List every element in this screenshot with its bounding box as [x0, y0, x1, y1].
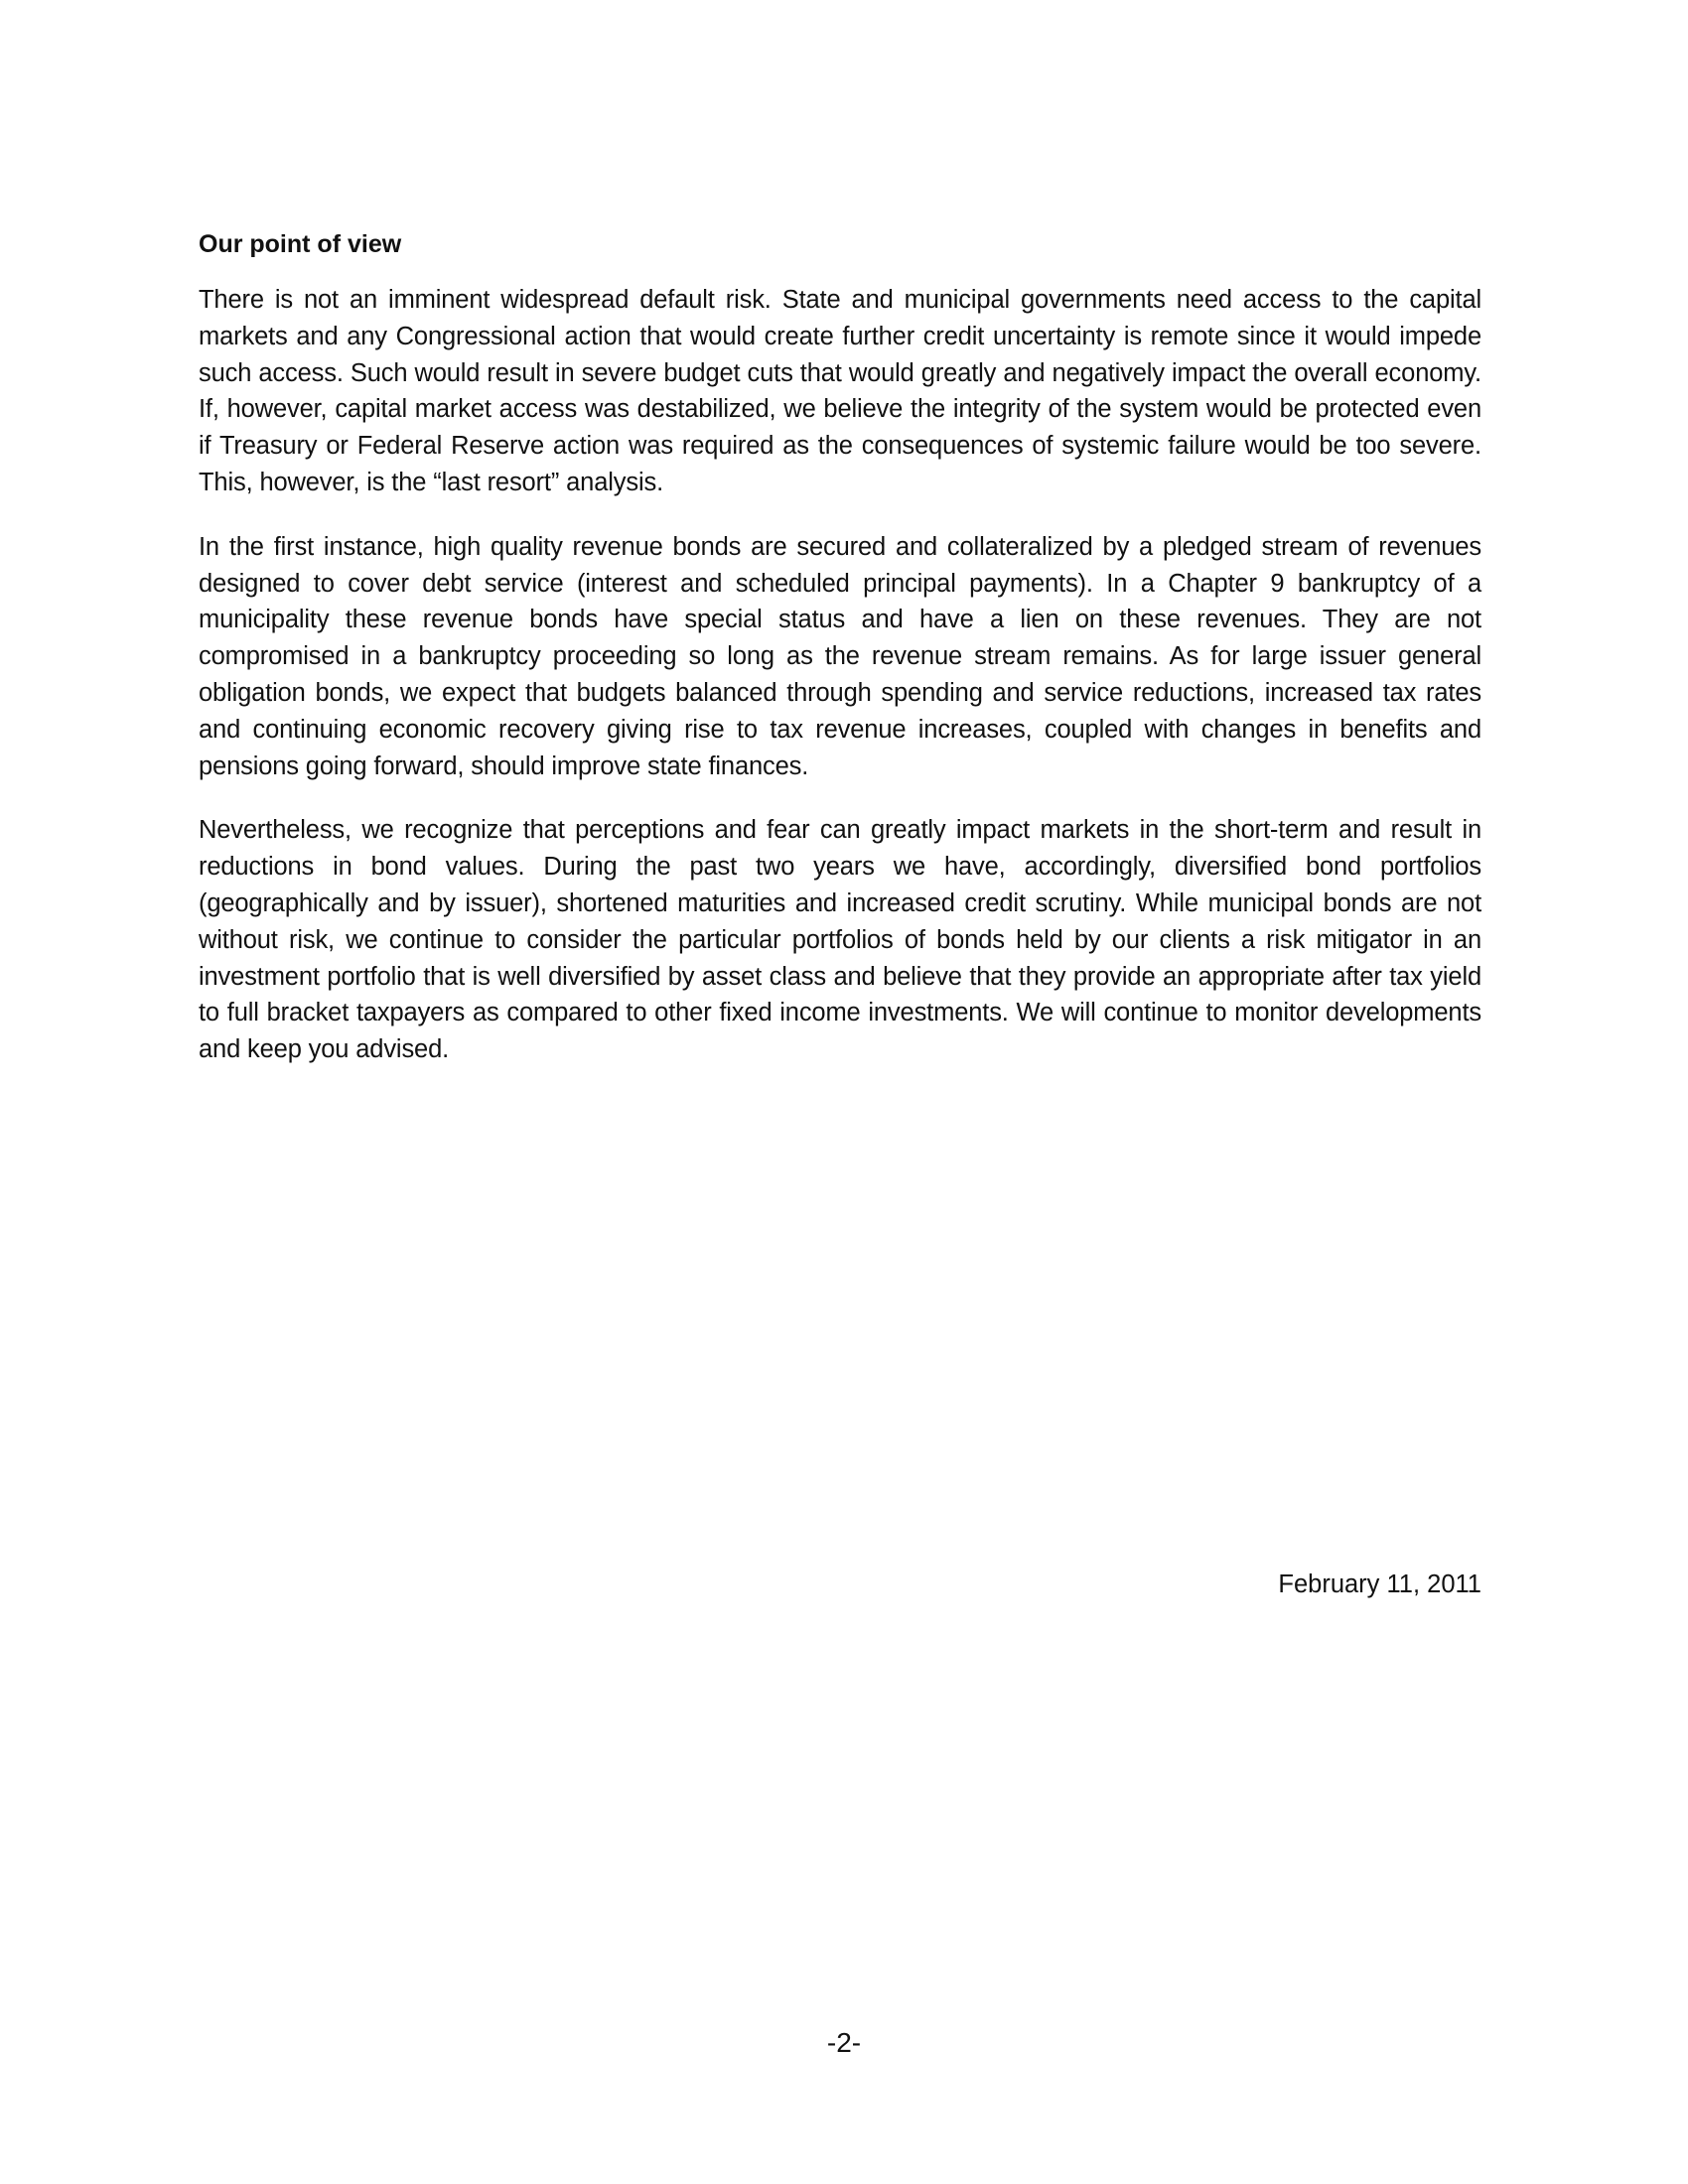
- document-body: [199, 226, 1481, 1096]
- section-heading: Our point of view: [199, 230, 402, 258]
- page-number: -2-: [826, 2027, 862, 2058]
- paragraph-3: Nevertheless, we recognize that perceptions and fear can greatly impact markets in the short-term and result in reductions in bond values. During the past two years we have, accordingly, diversified bond portfolios (geographically and by issuer), shortened maturities and increased credit scrutiny. While municipal bonds are not without risk, we continue to consider the particular portfolios of bonds held by our clients a risk mitigator in an investment portfolio that is well diversified by asset class and believe that they provide an appropriate after tax yield to full bracket taxpayers as compared to other fixed income investments. We will continue to monitor developments and keep you advised.: [199, 816, 1481, 1064]
- paragraph-1: There is not an imminent widespread default risk. State and municipal governments need access to the capital markets and any Congressional action that would create further credit uncertainty is remote since it would impede such access. Such would result in severe budget cuts that would greatly and negatively impact the overall economy. If, however, capital market access was destabilized, we believe the integrity of the system would be protected even if Treasury or Federal Reserve action was required as the consequences of systemic failure would be too severe. This, however, is the “last resort” analysis.: [199, 286, 1481, 496]
- document-date: February 11, 2011: [1278, 1570, 1481, 1598]
- paragraph-2: In the first instance, high quality revenue bonds are secured and collateralized by a pledged stream of revenues designed to cover debt service (interest and scheduled principal payments). In a Chapter 9 bankruptcy of a municipality these revenue bonds have special status and have a lien on these revenues. They are not compromised in a bankruptcy proceeding so long as the revenue stream remains. As for large issuer general obligation bonds, we expect that budgets balanced through spending and service reductions, increased tax rates and continuing economic recovery giving rise to tax revenue increases, coupled with changes in benefits and pensions going forward, should improve state finances.: [199, 532, 1481, 780]
